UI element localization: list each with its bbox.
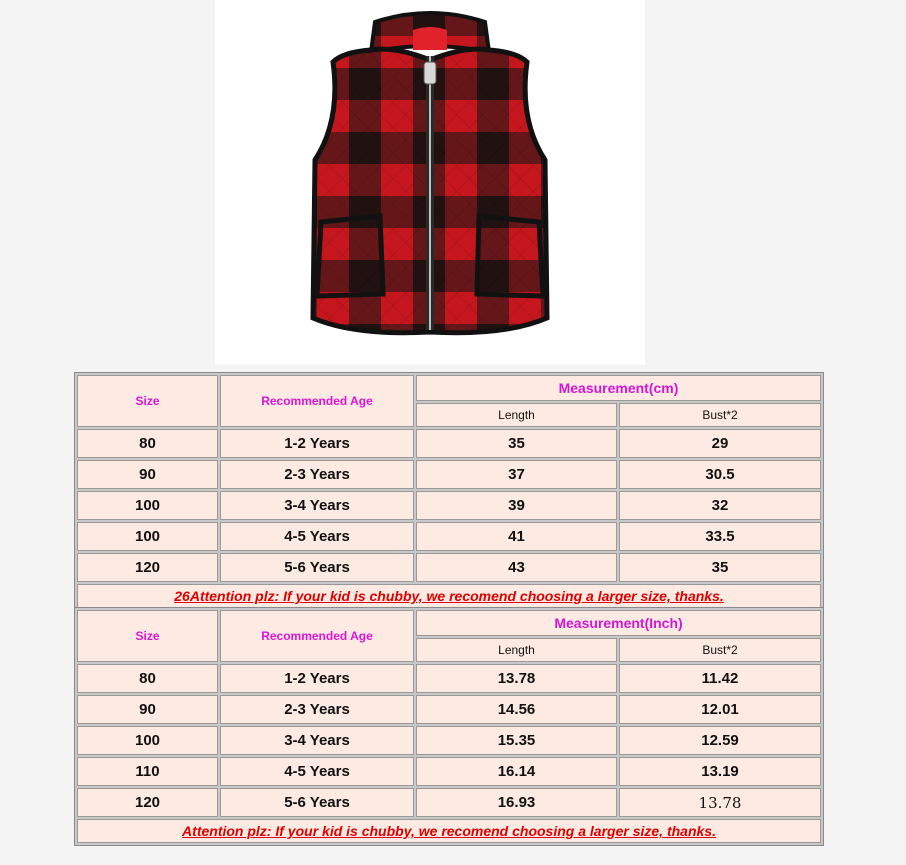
plaid-vest-illustration: [215, 0, 645, 365]
note-row: [77, 584, 821, 608]
length-header: Length: [416, 638, 617, 662]
table-row: [77, 726, 821, 755]
age-cell: 4-5 Years: [220, 522, 414, 551]
size-cell: 120: [77, 553, 218, 582]
size-cell: 80: [77, 664, 218, 693]
size-chart-cm: [74, 372, 824, 611]
length-cell: 16.93: [416, 788, 617, 817]
bust-cell: 12.01: [619, 695, 821, 724]
length-cell: 41: [416, 522, 617, 551]
bust-cell: 35: [619, 553, 821, 582]
length-cell: 14.56: [416, 695, 617, 724]
age-cell: 5-6 Years: [220, 788, 414, 817]
length-cell: 13.78: [416, 664, 617, 693]
size-cell: 100: [77, 491, 218, 520]
table-header-row: [77, 610, 821, 636]
table-row: [77, 553, 821, 582]
age-header: Recommended Age: [220, 375, 414, 427]
age-cell: 4-5 Years: [220, 757, 414, 786]
table-header-row: [77, 375, 821, 401]
size-cell: 90: [77, 695, 218, 724]
size-cell: 90: [77, 460, 218, 489]
measurement-header: Measurement(cm): [416, 375, 821, 401]
size-header: Size: [77, 610, 218, 662]
age-cell: 2-3 Years: [220, 695, 414, 724]
bust-header: Bust*2: [619, 638, 821, 662]
size-cell: 110: [77, 757, 218, 786]
length-cell: 39: [416, 491, 617, 520]
bust-cell: 13.19: [619, 757, 821, 786]
size-chart-inch: [74, 607, 824, 846]
age-cell: 5-6 Years: [220, 553, 414, 582]
bust-cell: 32: [619, 491, 821, 520]
length-cell: 16.14: [416, 757, 617, 786]
bust-cell: 33.5: [619, 522, 821, 551]
length-header: Length: [416, 403, 617, 427]
attention-note: 26Attention plz: If your kid is chubby, we recomend choosing a larger size, thanks.: [77, 584, 821, 608]
length-cell: 35: [416, 429, 617, 458]
bust-cell: 29: [619, 429, 821, 458]
measurement-header: Measurement(Inch): [416, 610, 821, 636]
age-cell: 1-2 Years: [220, 664, 414, 693]
age-cell: 3-4 Years: [220, 491, 414, 520]
attention-note: Attention plz: If your kid is chubby, we recomend choosing a larger size, thanks.: [77, 819, 821, 843]
table-row: [77, 788, 821, 817]
length-cell: 43: [416, 553, 617, 582]
note-row: [77, 819, 821, 843]
bust-cell: 13.78: [619, 788, 821, 817]
size-cell: 100: [77, 522, 218, 551]
table-row: [77, 664, 821, 693]
table-row: [77, 757, 821, 786]
product-image: [215, 0, 645, 365]
size-cell: 120: [77, 788, 218, 817]
bust-header: Bust*2: [619, 403, 821, 427]
age-cell: 2-3 Years: [220, 460, 414, 489]
table-row: [77, 491, 821, 520]
length-cell: 37: [416, 460, 617, 489]
age-cell: 1-2 Years: [220, 429, 414, 458]
size-cell: 100: [77, 726, 218, 755]
size-cell: 80: [77, 429, 218, 458]
table-row: [77, 460, 821, 489]
table-row: [77, 522, 821, 551]
age-cell: 3-4 Years: [220, 726, 414, 755]
bust-cell: 30.5: [619, 460, 821, 489]
table-row: [77, 695, 821, 724]
length-cell: 15.35: [416, 726, 617, 755]
size-header: Size: [77, 375, 218, 427]
bust-cell: 11.42: [619, 664, 821, 693]
age-header: Recommended Age: [220, 610, 414, 662]
bust-cell: 12.59: [619, 726, 821, 755]
table-row: [77, 429, 821, 458]
